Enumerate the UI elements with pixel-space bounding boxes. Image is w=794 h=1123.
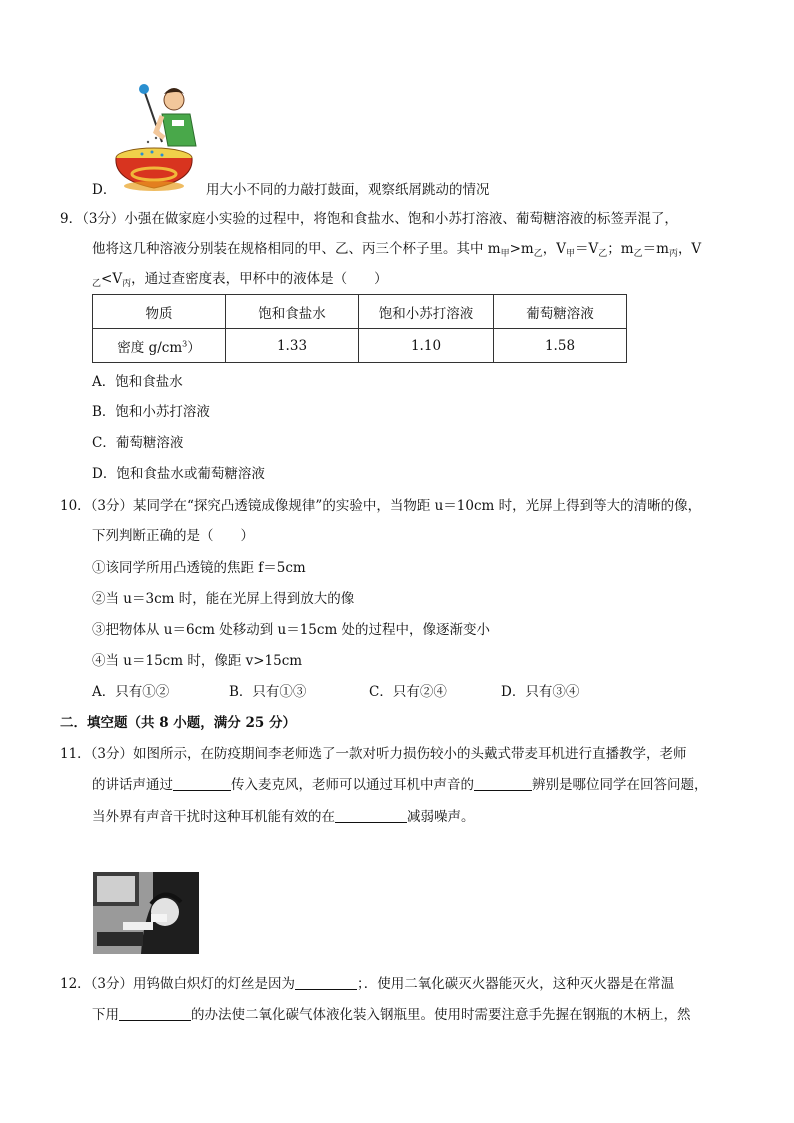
- q11-stem-line1: 11．（3分）如图所示，在防疫期间李老师选了一款对听力损伤较小的头戴式带麦耳机进行直播教学，老师: [60, 746, 687, 762]
- q10-stem-line1: 10．（3分）某同学在“探究凸透镜成像规律”的实验中，当物距 u＝10cm 时，光屏上得到等大的清晰的像，: [60, 498, 702, 514]
- q11-stem-line2: 的讲话声通过 传入麦克风，老师可以通过耳机中声音的 辨别是哪位同学在回答问题，: [92, 777, 708, 793]
- q9-stem-line1: 9．（3分）小强在做家庭小实验的过程中，将饱和食盐水、饱和小苏打溶液、葡萄糖溶液的标签弄混了，: [60, 211, 678, 227]
- density-table: [92, 294, 627, 363]
- q10-stem-line2: 下列判断正确的是（ ）: [92, 528, 254, 544]
- q11-stem-line3: 当外界有声音干扰时这种耳机能有效的在 减弱噪声。: [92, 809, 475, 825]
- answer-blank: [335, 808, 407, 823]
- answer-blank: [295, 975, 357, 990]
- q9-option-d: D．饱和食盐水或葡萄糖溶液: [92, 466, 265, 482]
- q10-option-c: C．只有②④: [369, 684, 447, 700]
- q10-statement-4: ④当 u＝15cm 时，像距 v>15cm: [92, 653, 303, 669]
- table-cell: 1.33: [226, 329, 359, 363]
- table-cell: 1.10: [359, 329, 494, 363]
- q9-option-c: C．葡萄糖溶液: [92, 435, 184, 451]
- q9-stem-line2: 他将这几种溶液分别装在规格相同的甲、乙、丙三个杯子里。其中 $m_甲>m_乙$，$V_甲=V_乙$；$m_乙=m_丙$，V: [92, 241, 702, 259]
- q10-statement-1: ①该同学所用凸透镜的焦距 f＝5cm: [92, 560, 306, 576]
- q10-option-d: D．只有③④: [501, 684, 580, 700]
- q9-option-b: B．饱和小苏打溶液: [92, 404, 210, 420]
- table-header-cell: 葡萄糖溶液: [494, 295, 627, 329]
- q12-stem-line2: 下用 的办法使二氧化碳气体液化装入钢瓶里。使用时需要注意手先握在钢瓶的木柄上，然: [92, 1007, 691, 1023]
- q12-stem-line1: 12．（3分）用钨做白炽灯的灯丝是因为 ；．使用二氧化碳灭火器能灭火，这种灭火器是在常温: [60, 976, 675, 992]
- q10-option-b: B．只有①③: [229, 684, 307, 700]
- table-header-cell: 饱和食盐水: [226, 295, 359, 329]
- table-header-cell: 饱和小苏打溶液: [359, 295, 494, 329]
- answer-blank: [173, 776, 231, 791]
- drummer-boy-illustration: [112, 80, 208, 194]
- q8-option-d-text: 用大小不同的力敲打鼓面，观察纸屑跳动的情况: [206, 182, 490, 198]
- teacher-headset-photo: [93, 872, 199, 954]
- q9-stem-line3: $_乙<V_丙$，通过查密度表，甲杯中的液体是（ ）: [92, 271, 388, 289]
- q10-statement-2: ②当 u＝3cm 时，能在光屏上得到放大的像: [92, 591, 355, 607]
- table-row: [93, 329, 627, 363]
- answer-blank: [474, 776, 532, 791]
- table-cell: 1.58: [494, 329, 627, 363]
- q8-option-d-label: D．: [92, 182, 117, 198]
- q10-option-a: A．只有①②: [92, 684, 170, 700]
- table-header-cell: 物质: [93, 295, 226, 329]
- section-title: 二．填空题（共 8 小题，满分 25 分）: [60, 715, 296, 731]
- q10-statement-3: ③把物体从 u＝6cm 处移动到 u＝15cm 处的过程中，像逐渐变小: [92, 622, 491, 638]
- table-header-row: [93, 295, 627, 329]
- q9-option-a: A．饱和食盐水: [92, 374, 183, 390]
- answer-blank: [119, 1006, 191, 1021]
- table-row-label: 密度 $g/cm^3$）: [93, 329, 226, 363]
